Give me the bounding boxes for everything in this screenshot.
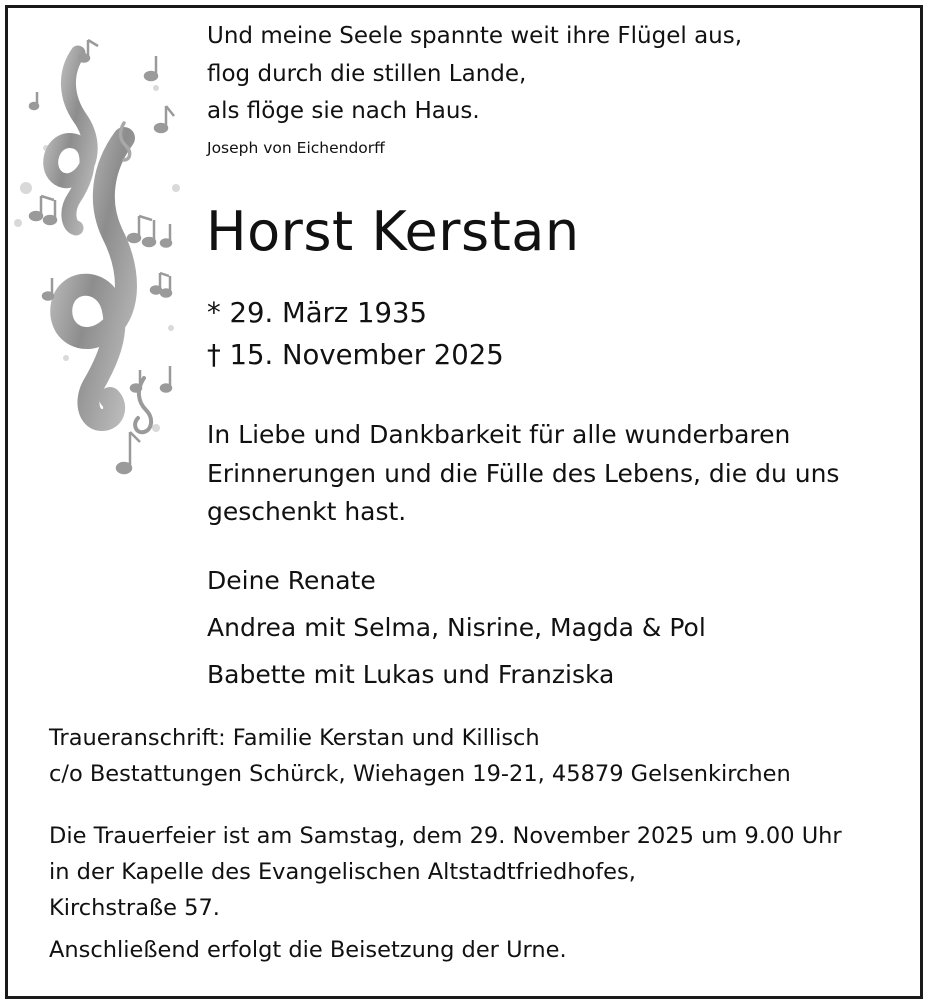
service-line: Kirchstraße 57. (49, 895, 220, 921)
poem-author: Joseph von Eichendorff (207, 139, 385, 157)
mourner-entry: Babette mit Lukas und Franziska (207, 660, 615, 689)
address-line: Traueranschrift: Familie Kerstan und Killisch (49, 725, 540, 751)
poem-line: als flöge sie nach Haus. (207, 98, 480, 124)
birth-date: * 29. März 1935 (207, 297, 428, 329)
funeral-service-info (49, 818, 842, 926)
deceased-name: Horst Kerstan (206, 200, 580, 263)
service-line: in der Kapelle des Evangelischen Altstadtfriedhofes, (49, 859, 636, 885)
mourner-entry: Andrea mit Selma, Nisrine, Magda & Pol (207, 613, 706, 642)
treble-clef-music-notes-icon (6, 28, 196, 488)
address-line: c/o Bestattungen Schürck, Wiehagen 19-21, 45879 Gelsenkirchen (49, 761, 791, 787)
message-line: geschenkt hast. (207, 497, 407, 526)
burial-note: Anschließend erfolgt die Beisetzung der Urne. (49, 937, 567, 963)
poem-line: Und meine Seele spannte weit ihre Flügel aus, (207, 23, 743, 49)
poem-line: flog durch die stillen Lande, (207, 60, 527, 87)
life-dates (207, 292, 504, 376)
mourning-address (49, 720, 791, 792)
message-line: Erinnerungen und die Fülle des Lebens, die du uns (207, 458, 840, 488)
service-line: Die Trauerfeier ist am Samstag, dem 29. November 2025 um 9.00 Uhr (49, 823, 842, 849)
mourner-entry: Deine Renate (207, 566, 376, 595)
mourners-list (207, 557, 706, 698)
message-line: In Liebe und Dankbarkeit für alle wunderbaren (207, 420, 791, 449)
poem (207, 18, 742, 131)
farewell-message (207, 416, 839, 532)
death-date: † 15. November 2025 (207, 339, 504, 371)
